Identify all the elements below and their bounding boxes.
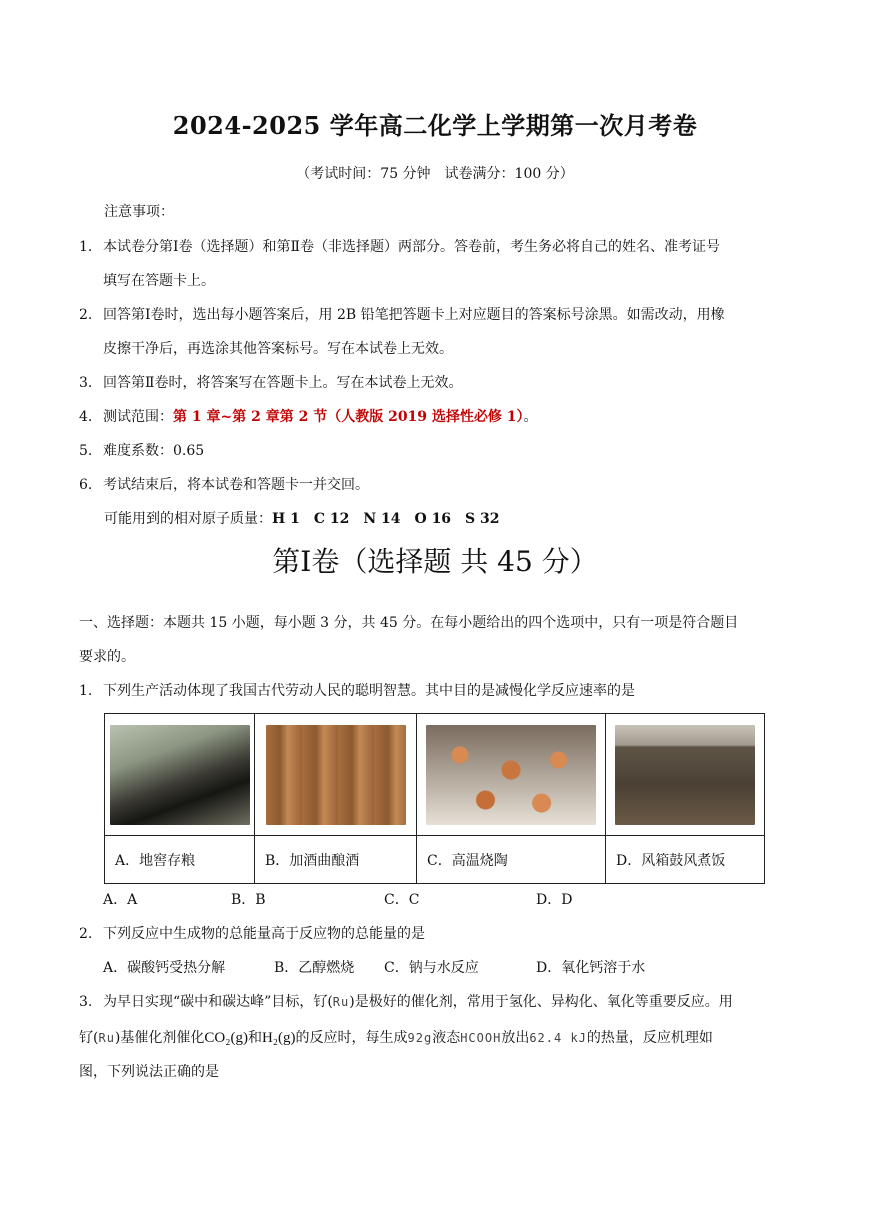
q2-option-d[interactable]: D．氧化钙溶于水 <box>536 960 646 976</box>
note-text: 测试范围： <box>103 409 173 425</box>
question-text: 钌( <box>79 1030 99 1046</box>
note-text: 本试卷分第Ⅰ卷（选择题）和第Ⅱ卷（非选择题）两部分。答卷前，考生务必将自己的姓名、准考证号 <box>103 239 721 255</box>
hcooh-formula: HCOOH <box>460 1031 502 1045</box>
note-text: 回答第Ⅰ卷时，选出每小题答案后，用 2B 铅笔把答题卡上对应题目的答案标号涂黑。如需改动，用橡 <box>103 307 725 323</box>
question-text: 下列生产活动体现了我国古代劳动人民的聪明智慧。其中目的是减慢化学反应速率的是 <box>103 683 635 699</box>
atomic-masses-label: 可能用到的相对原子质量： <box>104 511 272 527</box>
question-2-stem <box>79 923 425 943</box>
notes-heading: 注意事项： <box>104 204 174 220</box>
cellar-photo <box>110 725 250 825</box>
option-b-image-cell <box>255 714 417 836</box>
h2-formula: H₂(g) <box>261 1030 296 1046</box>
option-d-label: D．风箱鼓风煮饭 <box>606 836 765 884</box>
instructions-line-1: 一、选择题：本题共 15 小题，每小题 3 分，共 45 分。在每小题给出的四个选项中，只有一项是符合题目 <box>79 615 739 631</box>
note-number: 1. <box>79 239 93 255</box>
question-3-stem-line-2 <box>79 1027 713 1047</box>
heat-value: 62.4 kJ <box>529 1031 587 1045</box>
question-text: 为早日实现“碳中和碳达峰”目标，钌( <box>103 994 333 1010</box>
question-text: 的反应时，每生成 <box>295 1030 408 1046</box>
instructions-line-2: 要求的。 <box>79 649 135 665</box>
test-scope-highlight: 第 1 章~第 2 章第 2 节（人教版 2019 选择性必修 1） <box>173 409 524 425</box>
note-5 <box>79 440 204 460</box>
note-3 <box>79 372 463 392</box>
section-title: 第Ⅰ卷（选择题 共 45 分） <box>272 545 598 578</box>
question-3-stem-line-3: 图，下列说法正确的是 <box>79 1064 219 1080</box>
question-text: )是极好的催化剂，常用于氢化、异构化、氧化等重要反应。用 <box>349 994 733 1010</box>
ruthenium-symbol: Ru <box>98 1031 115 1045</box>
question-number: 2. <box>79 926 93 942</box>
option-c-label: C．高温烧陶 <box>417 836 606 884</box>
question-number: 1. <box>79 683 93 699</box>
ruthenium-symbol: Ru <box>332 995 350 1009</box>
question-text: 放出 <box>501 1030 530 1046</box>
exam-info: （考试时间：75 分钟 试卷满分：100 分） <box>296 166 574 182</box>
q2-option-c[interactable]: C．钠与水反应 <box>384 960 479 976</box>
note-number: 2. <box>79 307 93 323</box>
q1-option-d[interactable]: D．D <box>536 892 573 908</box>
note-text: 回答第Ⅱ卷时，将答案写在答题卡上。写在本试卷上无效。 <box>103 375 463 391</box>
question-text: 下列反应中生成物的总能量高于反应物的总能量的是 <box>103 926 425 942</box>
note-number: 5. <box>79 443 93 459</box>
note-2 <box>79 304 725 324</box>
question-text: 液态 <box>432 1030 461 1046</box>
q2-option-a[interactable]: A．碳酸钙受热分解 <box>103 960 226 976</box>
question-text: 的热量，反应机理如 <box>586 1030 713 1046</box>
note-6 <box>79 474 369 494</box>
pottery-photo <box>426 725 596 825</box>
q1-option-b[interactable]: B．B <box>231 892 266 908</box>
question-text: )基催化剂催化 <box>114 1030 205 1046</box>
q1-option-c[interactable]: C．C <box>384 892 420 908</box>
option-a-image-cell <box>105 714 255 836</box>
note-text: 考试结束后，将本试卷和答题卡一并交回。 <box>103 477 369 493</box>
mass-value: 92g <box>407 1031 433 1045</box>
note-text: 难度系数：0.65 <box>103 443 205 459</box>
q1-option-a[interactable]: A．A <box>103 892 138 908</box>
option-d-image-cell <box>606 714 765 836</box>
question-1-stem <box>79 680 635 700</box>
note-4 <box>79 406 538 426</box>
note-number: 4. <box>79 409 93 425</box>
note-number: 6. <box>79 477 93 493</box>
page-title: 2024-2025 学年高二化学上学期第一次月考卷 <box>172 111 698 140</box>
note-text: 。 <box>523 409 538 425</box>
option-c-image-cell <box>417 714 606 836</box>
question-3-stem-line-1 <box>79 991 733 1011</box>
q2-option-b[interactable]: B．乙醇燃烧 <box>274 960 355 976</box>
atomic-masses-values: H 1 C 12 N 14 O 16 S 32 <box>272 511 500 527</box>
note-1-cont: 填写在答题卡上。 <box>103 273 215 289</box>
koji-bricks-photo <box>266 725 406 825</box>
atomic-masses <box>104 508 500 528</box>
co2-formula: CO₂(g) <box>204 1030 248 1046</box>
note-number: 3. <box>79 375 93 391</box>
note-1 <box>79 236 720 256</box>
question-1-table <box>104 713 765 884</box>
option-b-label: B．加酒曲酿酒 <box>255 836 417 884</box>
question-text: 和 <box>247 1030 262 1046</box>
note-2-cont: 皮擦干净后，再选涂其他答案标号。写在本试卷上无效。 <box>103 341 453 357</box>
bellows-photo <box>615 725 755 825</box>
question-number: 3. <box>79 994 93 1010</box>
option-a-label: A．地窖存粮 <box>105 836 255 884</box>
